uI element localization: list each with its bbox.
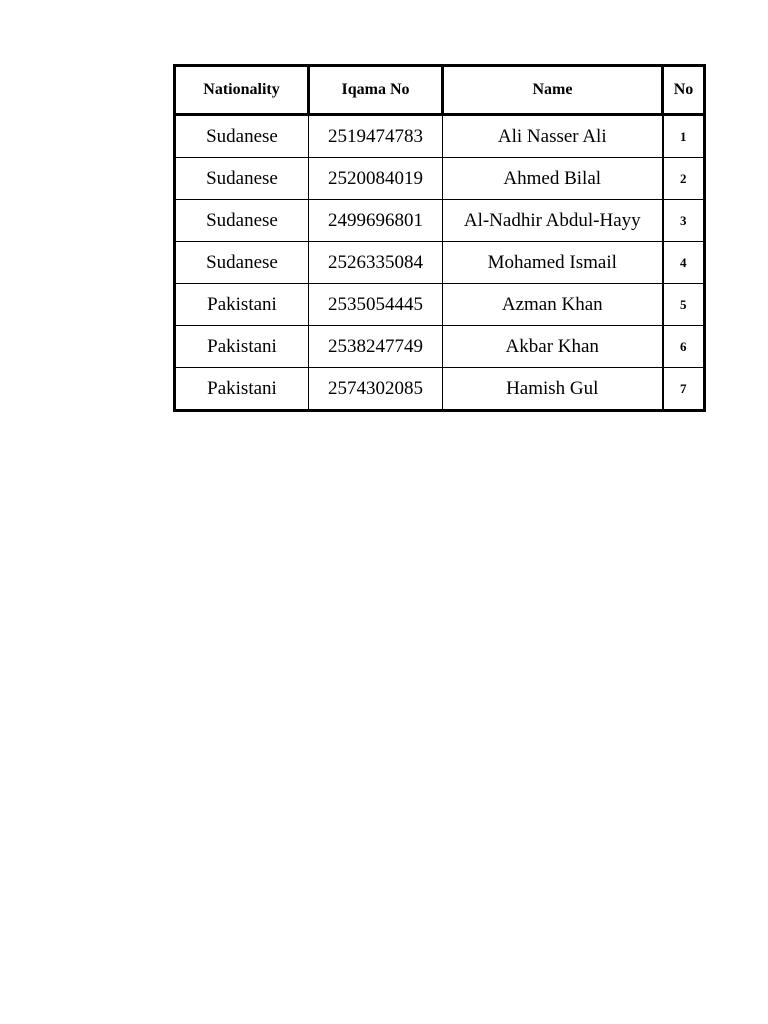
table-row [175, 115, 705, 158]
cell-iqama-no: 2526335084 [309, 242, 443, 284]
table-header [175, 66, 705, 115]
cell-no: 6 [663, 326, 705, 368]
cell-name: Azman Khan [443, 284, 663, 326]
header-iqama-no: Iqama No [309, 66, 443, 115]
cell-nationality: Pakistani [175, 284, 309, 326]
cell-nationality: Pakistani [175, 368, 309, 411]
cell-iqama-no: 2535054445 [309, 284, 443, 326]
cell-iqama-no: 2519474783 [309, 115, 443, 158]
cell-no: 2 [663, 158, 705, 200]
cell-name: Ahmed Bilal [443, 158, 663, 200]
header-nationality: Nationality [175, 66, 309, 115]
header-no: No [663, 66, 705, 115]
cell-iqama-no: 2499696801 [309, 200, 443, 242]
header-row [175, 66, 705, 115]
cell-nationality: Sudanese [175, 242, 309, 284]
cell-no: 7 [663, 368, 705, 411]
cell-no: 5 [663, 284, 705, 326]
table-row [175, 158, 705, 200]
cell-iqama-no: 2520084019 [309, 158, 443, 200]
table-body [175, 115, 705, 411]
table-row [175, 368, 705, 411]
cell-iqama-no: 2574302085 [309, 368, 443, 411]
cell-name: Hamish Gul [443, 368, 663, 411]
cell-name: Al-Nadhir Abdul-Hayy [443, 200, 663, 242]
cell-nationality: Pakistani [175, 326, 309, 368]
cell-no: 1 [663, 115, 705, 158]
employee-table [173, 64, 706, 412]
table-row [175, 284, 705, 326]
table-row [175, 200, 705, 242]
cell-no: 3 [663, 200, 705, 242]
cell-nationality: Sudanese [175, 158, 309, 200]
cell-name: Mohamed Ismail [443, 242, 663, 284]
cell-nationality: Sudanese [175, 115, 309, 158]
header-name: Name [443, 66, 663, 115]
cell-name: Akbar Khan [443, 326, 663, 368]
cell-nationality: Sudanese [175, 200, 309, 242]
cell-iqama-no: 2538247749 [309, 326, 443, 368]
cell-no: 4 [663, 242, 705, 284]
table-row [175, 242, 705, 284]
table-row [175, 326, 705, 368]
cell-name: Ali Nasser Ali [443, 115, 663, 158]
